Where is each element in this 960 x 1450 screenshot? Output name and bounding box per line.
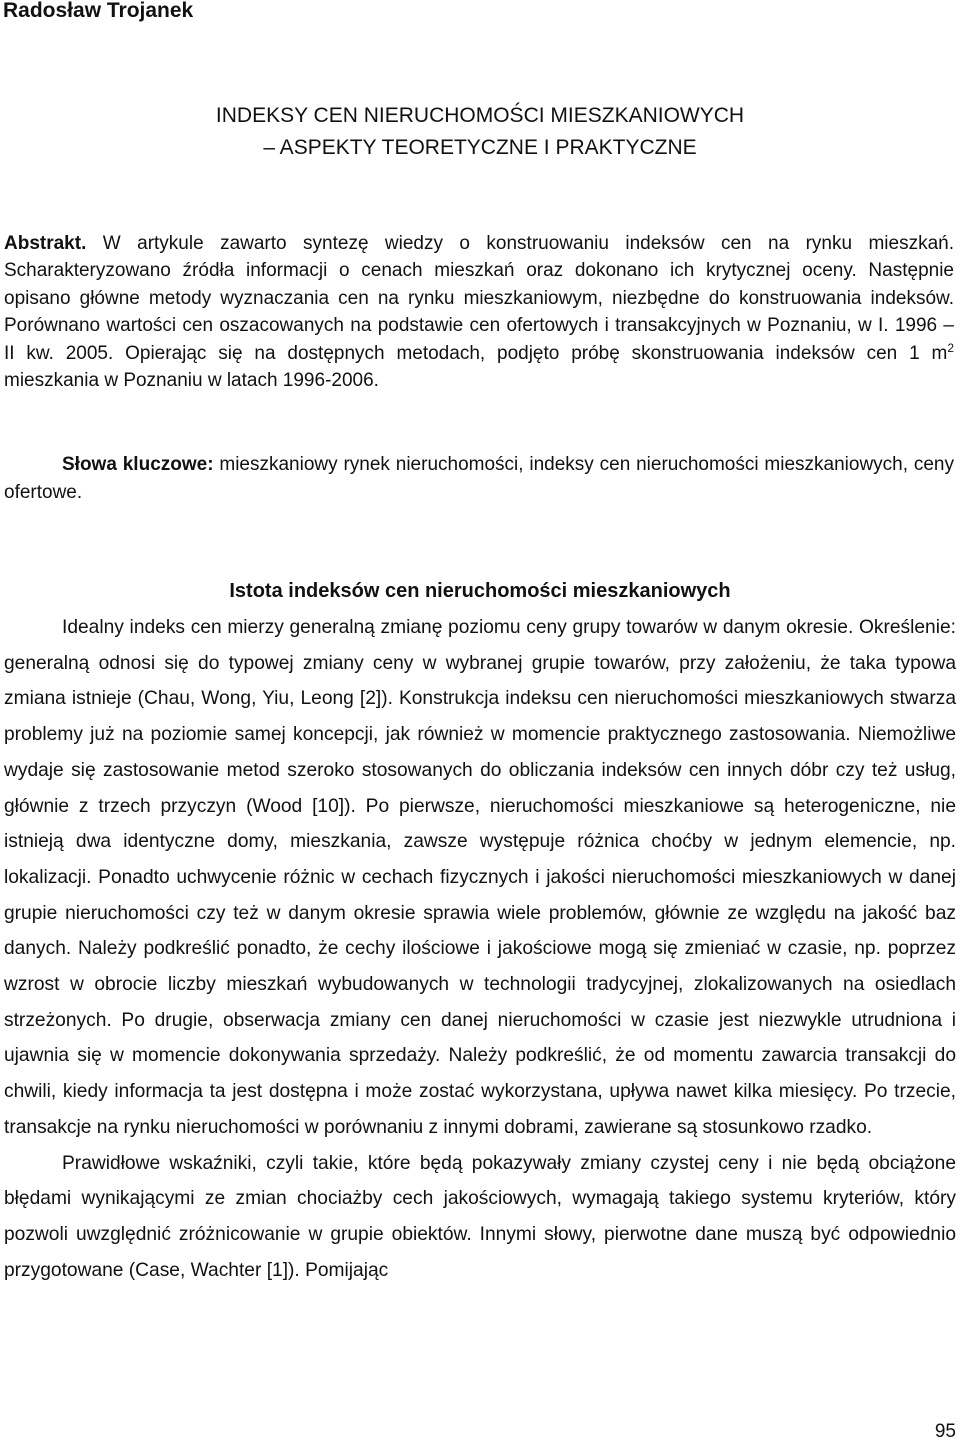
paper-title — [0, 100, 960, 164]
abstract-superscript: 2 — [947, 340, 954, 355]
keywords-label: Słowa kluczowe: — [62, 454, 214, 475]
title-line-2: – ASPEKTY TEORETYCZNE I PRAKTYCZNE — [263, 136, 697, 159]
abstract-text-b: mieszkania w Poznaniu w latach 1996-2006. — [4, 370, 379, 392]
keywords-text: mieszkaniowy rynek nieruchomości, indeksy cen nieruchomości mieszkaniowych, ceny ofertowe. — [4, 454, 954, 503]
section-heading: Istota indeksów cen nieruchomości mieszkaniowych — [229, 580, 731, 602]
abstract-label: Abstrakt. — [4, 233, 87, 254]
section-body — [4, 610, 956, 1288]
page-number: 95 — [934, 1421, 956, 1442]
paragraph-2: Prawidłowe wskaźniki, czyli takie, które będą pokazywały zmiany czystej ceny i nie będą obciążone błędami wynikającymi ze zmian chociażby cech jakościowych, wymagają takiego systemu kryteriów, który pozwoli uwzględnić zróżnicowanie w grupie obiektów. Innymi słowy, pierwotne dane muszą być odpowiednio przygotowane (Case, Wachter [1]). Pomijając — [4, 1152, 956, 1281]
abstract — [4, 230, 954, 394]
author-name: Radosław Trojanek — [3, 0, 194, 22]
abstract-text-a: W artykule zawarto syntezę wiedzy o konstruowaniu indeksów cen na rynku mieszkań. Scharakteryzowano źródła informacji o cenach mieszkań oraz dokonano ich krytycznej oceny. Następnie opisano główne metody wyznaczania cen na rynku mieszkaniowym, niezbędne do konstruowania indeksów. Porównano wartości cen oszacowanych na podstawie cen ofertowych i transakcyjnych w Poznaniu, w I. 1996 – II kw. 2005. Opierając się na dostępnych metodach, podjęto próbę skonstruowania indeksów cen 1 m — [4, 233, 954, 364]
keywords — [4, 451, 954, 507]
title-line-1: INDEKSY CEN NIERUCHOMOŚCI MIESZKANIOWYCH — [215, 104, 745, 127]
paragraph-1: Idealny indeks cen mierzy generalną zmianę poziomu ceny grupy towarów w danym okresie. Określenie: generalną odnosi się do typowej zmiany ceny w wybranej grupie towarów, przy założeniu, że taka typowa zmiana istnieje (Chau, Wong, Yiu, Leong [2]). Konstrukcja indeksu cen nieruchomości mieszkaniowych stwarza problemy już na poziomie samej koncepcji, jak również w momencie praktycznego zastosowania. Niemożliwe wydaje się zastosowanie metod szeroko stosowanych do obliczania indeksów cen innych dóbr czy też usług, głównie z trzech przyczyn (Wood [10]). Po pierwsze, nieruchomości mieszkaniowe są heterogeniczne, nie istnieją dwa identyczne domy, mieszkania, zawsze występuje różnica choćby w jednym elemencie, np. lokalizacji. Ponadto uchwycenie różnic w cechach fizycznych i jakości nieruchomości mieszkaniowych w danej grupie nieruchomości czy też w danym okresie sprawia wiele problemów, głównie ze względu na jakość baz danych. Należy podkreślić ponadto, że cechy ilościowe i jakościowe mogą się zmieniać w czasie, np. poprzez wzrost w obrocie liczby mieszkań wybudowanych w technologii tradycyjnej, zlokalizowanych na osiedlach strzeżonych. Po drugie, obserwacja zmiany cen danej nieruchomości w czasie jest niezwykle utrudniona i ujawnia się w momencie dokonywania sprzedaży. Należy podkreślić, że od momentu zawarcia transakcji do chwili, kiedy informacja ta jest dostępna i może zostać wykorzystana, upływa nawet kilka miesięcy. Po trzecie, transakcje na rynku nieruchomości w porównaniu z innymi dobrami, zawierane są stosunkowo rzadko. — [4, 617, 956, 1138]
